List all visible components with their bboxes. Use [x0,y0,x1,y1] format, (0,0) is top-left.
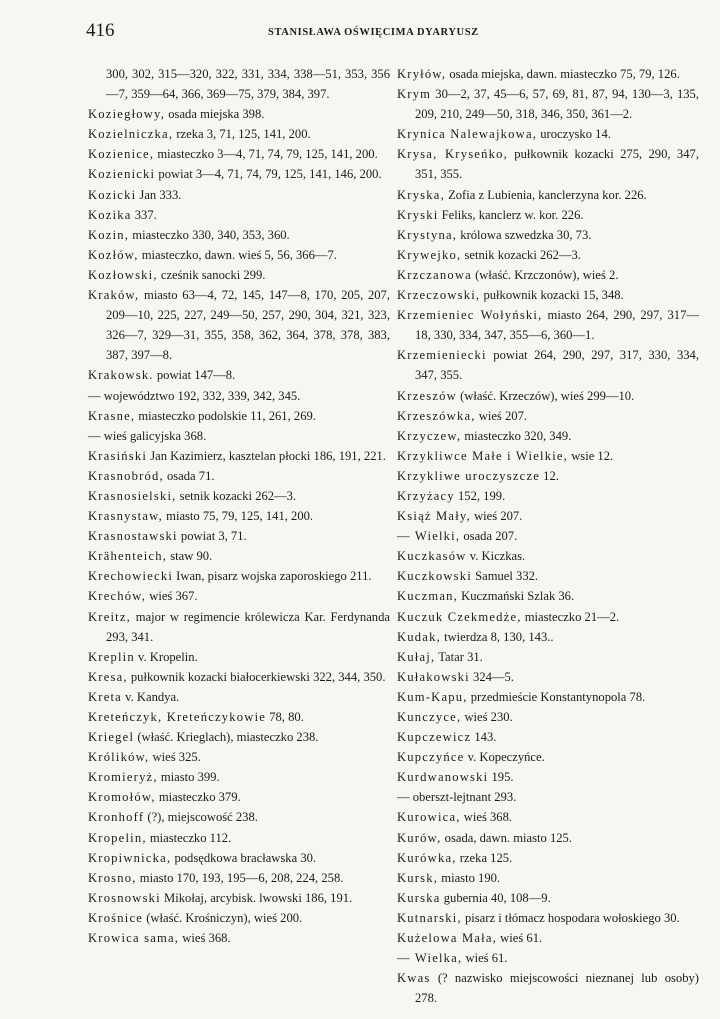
index-entry [88,64,390,104]
index-entry [88,888,390,908]
entry-references: major w regimencie królewicza Kar. Ferdynanda 293, 341. [106,609,390,644]
index-entry [397,205,699,225]
entry-headword: Krzeszówka, [397,408,476,423]
index-entry [397,566,699,586]
entry-headword: Książ Mały, [397,509,471,524]
entry-references: wieś 367. [146,589,198,604]
entry-references: osada 71. [163,468,215,483]
index-entry [88,607,390,647]
entry-headword: Kunczyce, [397,710,462,724]
entry-headword: Kurowica, [397,810,461,825]
entry-references: Jan Kazimierz, kasztelan płocki 186, 191, 221. [147,448,386,463]
entry-headword: Kudak, [397,629,441,644]
entry-headword: Kozin, [88,227,130,242]
index-entry [397,908,699,928]
entry-headword: Krakowsk. [88,368,154,383]
index-entry [397,627,699,647]
index-entry [397,285,699,305]
entry-references: rzeka 125. [456,850,513,865]
entry-references: — wieś galicyjska 368. [88,428,207,443]
entry-references: Samuel 332. [471,569,539,584]
entry-references: v. Kopeczyńce. [464,750,545,765]
entry-references: staw 90. [167,549,213,564]
index-entry [88,787,390,807]
entry-references: powiat 147—8. [153,368,236,383]
index-entry [88,486,390,506]
entry-references: (? nazwisko miejscowości nieznanej lub osoby) 278. [415,971,699,1006]
entry-references: 152, 199. [454,488,506,503]
index-entry [397,586,699,606]
entry-headword: Krzyczew, [397,428,462,443]
entry-references: wieś 207. [475,408,528,423]
entry-references: miasteczko 3—4, 71, 74, 79, 125, 141, 200. [154,147,378,162]
index-entry [88,185,390,205]
index-entry [88,205,390,225]
index-entry [88,807,390,827]
entry-headword: Krasnobród, [88,468,164,483]
entry-references: 78, 80. [266,710,304,724]
entry-headword: Koziegłowy, [88,107,166,122]
entry-references: v. Kropelin. [134,649,198,664]
entry-headword: Krystyna, [397,227,458,242]
index-entry [397,225,699,245]
entry-headword: Kuczkasów [397,549,467,564]
entry-headword: Kriegel [88,730,135,745]
entry-references: 30—2, 37, 45—6, 57, 69, 81, 87, 94, 130—3, 135, 209, 210, 249—50, 318, 346, 350, 361—2. [415,87,699,122]
index-entry [88,707,390,727]
entry-headword: Kuczkowski [397,569,472,584]
entry-references: królowa szwedzka 30, 73. [457,227,592,242]
entry-headword: Kutnarski, [397,910,462,925]
index-entry [397,466,699,486]
entry-references: pułkownik kozacki 275, 290, 347, 351, 355. [415,147,699,182]
index-entry [397,848,699,868]
index-entry [88,225,390,245]
entry-references: miasteczko, dawn. wieś 5, 56, 366—7. [138,247,337,262]
entry-headword: — Wielki, [397,529,461,544]
entry-references: Mikołaj, arcybisk. lwowski 186, 191. [160,890,353,905]
entry-references: miasto 170, 193, 195—6, 208, 224, 258. [136,870,344,885]
entry-headword: Krasiński [88,448,148,463]
entry-headword: Kuczman, [397,589,459,604]
entry-references: powiat 3—4, 71, 74, 79, 125, 141, 146, 200. [155,167,382,182]
index-entry [397,888,699,908]
entry-headword: Kwas [397,971,431,986]
entry-headword: Krynica Nalewajkowa, [397,127,538,142]
entry-headword: Krzykliwce Małe i Wielkie, [397,448,569,463]
index-entry [397,807,699,827]
index-entry [88,566,390,586]
entry-references: Jan 333. [136,187,182,202]
entry-headword: Krywejko, [397,247,462,262]
entry-references: wieś 61. [462,951,508,966]
entry-headword: Krzyżacy [397,488,455,503]
entry-references: 324—5. [469,669,514,684]
entry-headword: Kreteńczyk, Kreteńczykowie [88,710,267,724]
entry-references: pułkownik kozacki 15, 348. [480,288,624,303]
entry-references: wieś 207. [470,509,523,524]
entry-references: osada miejska, dawn. miasteczko 75, 79, 126. [446,67,680,81]
index-entry [397,968,699,1008]
entry-headword: Krähenteich, [88,549,168,564]
entry-references: osada miejska 398. [165,107,265,122]
entry-references: (właść. Krośniczyn), wieś 200. [143,910,303,925]
entry-references: podsędkowa bracławska 30. [171,850,317,865]
index-entry [397,245,699,265]
entry-references: wsie 12. [568,448,614,463]
entry-references: v. Kiczkas. [466,549,526,564]
index-entry [397,647,699,667]
entry-headword: Krasnystaw, [88,509,163,524]
entry-headword: Kryłów, [397,67,447,81]
entry-headword: Krzemieniec Wołyński, [397,308,543,323]
running-title: STANISŁAWA OŚWIĘCIMA DYARYUSZ [268,27,479,38]
index-entry [397,868,699,888]
index-entry [88,285,390,365]
index-entry [88,767,390,787]
entry-references: wieś 230. [461,710,513,724]
entry-references: setnik kozacki 262—3. [461,247,581,262]
entry-references: miasto 63—4, 72, 145, 147—8, 170, 205, 207, 209—10, 225, 227, 249—50, 257, 290, 304, 321, 323, 326—7, 329—31, 355, 358, 362, 364, 378, 378, 383, 387, 397—8. [106,288,390,363]
index-entry [88,928,390,948]
entry-references: miasteczko podolskie 11, 261, 269. [135,408,316,423]
index-entry [88,164,390,184]
entry-headword: Kromołów, [88,790,156,805]
index-entry [88,727,390,747]
index-entry [397,667,699,687]
entry-headword: Krzemieniecki [397,348,487,363]
entry-references: — oberszt-lejtnant 293. [397,790,517,805]
entry-references: Feliks, kanclerz w. kor. 226. [438,207,584,222]
entry-headword: Kurów, [397,830,442,845]
entry-headword: Kupczyńce [397,750,465,765]
entry-headword: Królików, [88,750,150,765]
index-entry [397,506,699,526]
entry-headword: Kużelowa Mała, [397,931,498,946]
index-entry [397,607,699,627]
entry-headword: Krym [397,87,432,102]
entry-references: (właść. Krzczonów), wieś 2. [471,267,619,282]
entry-headword: Krasnostawski [88,529,178,544]
entry-headword: Kreta [88,689,122,704]
entry-headword: Kraków, [88,288,140,303]
entry-headword: Krosnowski [88,890,161,905]
index-entry [397,406,699,426]
index-entry [88,446,390,466]
index-entry [397,446,699,466]
entry-headword: Kromieryż, [88,770,158,785]
entry-headword: Kursk, [397,870,439,885]
index-entry [397,727,699,747]
index-entry [88,466,390,486]
index-entry [88,667,390,687]
entry-references: 143. [471,730,497,745]
index-entry [397,64,699,84]
entry-references: Zofia z Lubienia, kanclerzyna kor. 226. [444,187,647,202]
index-entry [88,828,390,848]
entry-references: pułkownik kozacki białocerkiewski 322, 344, 350. [127,669,386,684]
entry-references: miasto 399. [157,770,220,785]
index-entry [397,828,699,848]
entry-references: powiat 3, 71. [177,529,247,544]
entry-references: uroczysko 14. [537,127,611,142]
index-entry [88,506,390,526]
entry-headword: Krzykliwe uroczyszcze [397,468,541,483]
entry-headword: Krzeczowski, [397,288,481,303]
index-entry [397,707,699,727]
entry-headword: Kułakowski [397,669,470,684]
entry-references: miasto 190. [438,870,501,885]
index-entry [397,687,699,707]
entry-references: — województwo 192, 332, 339, 342, 345. [88,388,301,403]
entry-references: twierdza 8, 130, 143.. [440,629,554,644]
index-entry [397,426,699,446]
index-entry [397,767,699,787]
entry-references: powiat 264, 290, 297, 317, 330, 334, 347, 355. [415,348,699,383]
index-entry [88,586,390,606]
entry-headword: Kozielniczka, [88,127,174,142]
index-entry [397,948,699,968]
entry-headword: Krosno, [88,870,137,885]
index-entry [397,305,699,345]
index-entry [88,386,390,406]
index-entry [397,928,699,948]
index-entry [397,124,699,144]
entry-headword: Krechów, [88,589,147,604]
entry-headword: Krasnosielski, [88,488,177,503]
entry-headword: Kułaj, [397,649,436,664]
entry-headword: Krysa, Kryseńko, [397,147,508,162]
entry-references: wieś 325. [149,750,201,765]
entry-headword: Kryska, [397,187,445,202]
entry-references: miasteczko 21—2. [521,609,620,624]
entry-references: miasteczko 320, 349. [461,428,572,443]
entry-headword: Kozienice, [88,147,155,162]
entry-headword: Kozłów, [88,247,139,262]
entry-references: setnik kozacki 262—3. [176,488,297,503]
entry-references: 300, 302, 315—320, 322, 331, 334, 338—51, 353, 356—7, 359—64, 366, 369—75, 379, 384, 397. [106,67,390,102]
page-header [0,20,720,50]
entry-headword: Kurska [397,890,441,905]
entry-headword: Kronhoff [88,810,145,825]
index-entry [88,546,390,566]
entry-references: miasto 264, 290, 297, 317—18, 330, 334, 347, 355—6, 360—1. [415,308,699,343]
entry-references: miasteczko 112. [146,830,232,845]
index-entry [88,848,390,868]
index-entry [88,245,390,265]
index-column-left [88,64,390,948]
entry-headword: Kreitz, [88,609,132,624]
entry-references: (właść. Krieglach), miasteczko 238. [134,730,319,745]
entry-references: przedmieście Konstantynopola 78. [467,689,646,704]
entry-references: miasteczko 379. [155,790,241,805]
entry-headword: Kryski [397,207,439,222]
index-entry [88,526,390,546]
entry-references: wieś 61. [497,931,543,946]
index-entry [88,687,390,707]
index-entry [397,747,699,767]
index-entry [397,386,699,406]
entry-headword: Krowica sama, [88,931,180,946]
entry-references: osada, dawn. miasto 125. [441,830,572,845]
index-entry [88,365,390,385]
entry-references: (?), miejscowość 238. [144,810,258,825]
entry-references: miasteczko 330, 340, 353, 360. [129,227,290,242]
entry-headword: Kozienicki [88,167,156,182]
page-number: 416 [86,20,115,41]
index-entry [88,868,390,888]
entry-headword: Kreplin [88,649,135,664]
entry-headword: Krośnice [88,910,144,925]
entry-references: 12. [540,468,559,483]
index-entry [397,265,699,285]
index-entry [397,84,699,124]
entry-headword: Krzczanowa [397,267,472,282]
entry-headword: Kum-Kapu, [397,689,468,704]
index-entry [88,406,390,426]
index-entry [397,345,699,385]
entry-headword: Krasne, [88,408,136,423]
index-entry [88,104,390,124]
entry-references: cześnik sanocki 299. [157,267,266,282]
entry-headword: Kresa, [88,669,128,684]
entry-headword: Kurówka, [397,850,457,865]
entry-headword: Kozłowski, [88,267,158,282]
index-entry [88,908,390,928]
entry-headword: Kropiwnicka, [88,850,172,865]
index-entry [397,546,699,566]
entry-references: wieś 368. [179,931,231,946]
entry-references: gubernia 40, 108—9. [440,890,551,905]
entry-references: osada 207. [460,529,518,544]
entry-headword: — Wielka, [397,951,463,966]
entry-references: Kuczmański Szlak 36. [458,589,575,604]
entry-headword: Kozicki [88,187,137,202]
entry-headword: Kupczewicz [397,730,472,745]
index-entry [88,124,390,144]
entry-references: Tatar 31. [435,649,483,664]
entry-references: 195. [488,770,514,785]
entry-references: Iwan, pisarz wojska zaporoskiego 211. [173,569,372,584]
entry-headword: Kurdwanowski [397,770,489,785]
entry-references: rzeka 3, 71, 125, 141, 200. [173,127,311,142]
index-entry [88,747,390,767]
entry-references: 337. [131,207,157,222]
entry-references: (właść. Krzeczów), wieś 299—10. [456,388,635,403]
entry-references: pisarz i tłómacz hospodara wołoskiego 30. [461,910,680,925]
entry-headword: Kozika [88,207,132,222]
index-entry [397,526,699,546]
index-column-right [397,64,699,1008]
entry-headword: Krzeszów [397,388,457,403]
index-entry [88,647,390,667]
index-entry [397,144,699,184]
entry-references: wieś 368. [460,810,513,825]
index-entry [88,144,390,164]
index-entry [397,486,699,506]
index-entry [397,185,699,205]
entry-headword: Kuczuk Czekmedże, [397,609,522,624]
index-entry [88,426,390,446]
entry-references: miasto 75, 79, 125, 141, 200. [163,509,314,524]
index-entry [88,265,390,285]
entry-references: v. Kandya. [121,689,180,704]
entry-headword: Kropelin, [88,830,147,845]
entry-headword: Krechowiecki [88,569,174,584]
index-entry [397,787,699,807]
